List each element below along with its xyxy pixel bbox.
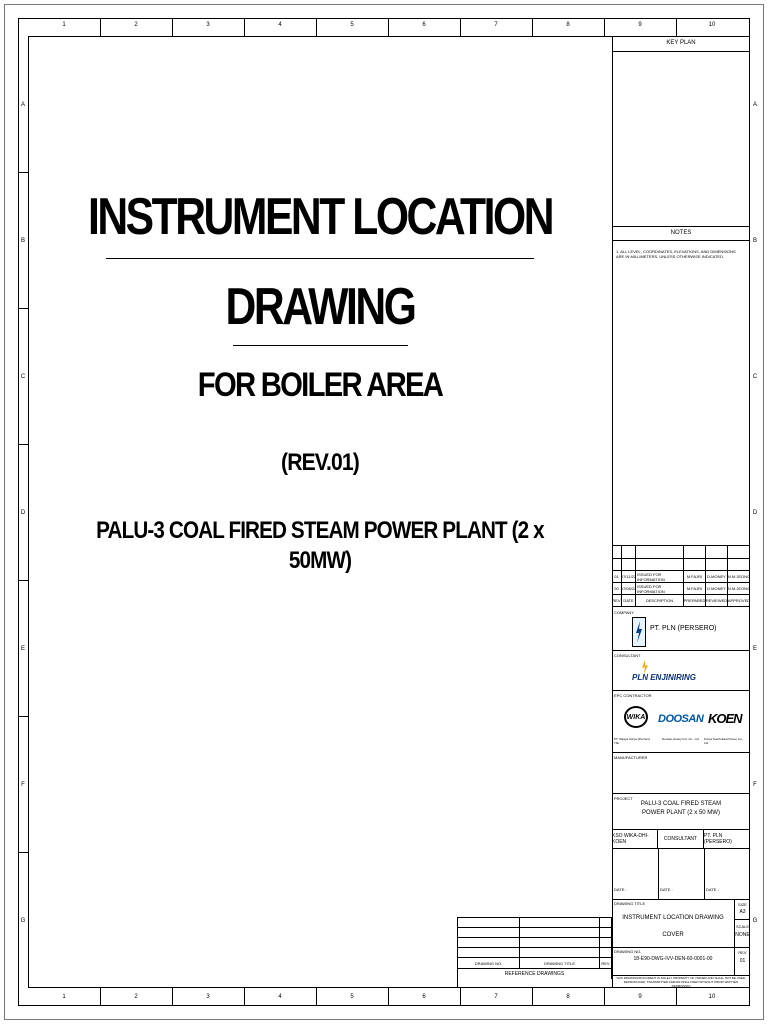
- grid-col-label: 1: [62, 22, 66, 28]
- rev-desc: ISSUED FOR INFORMATION: [636, 583, 684, 594]
- drawing-title-line-2: COVER: [662, 932, 684, 938]
- date-label: DATE :: [614, 887, 627, 892]
- grid-tick: [18, 308, 28, 309]
- grid-col-label: 5: [350, 22, 354, 28]
- grid-col-label: 10: [708, 994, 716, 1000]
- rev-label: REV: [738, 950, 747, 955]
- rev-cell: [636, 545, 684, 558]
- grid-tick: [532, 18, 533, 36]
- grid-col-label: 5: [350, 994, 354, 1000]
- rev-cell: [728, 559, 750, 570]
- reference-drawings-table: [457, 917, 612, 988]
- ref-cell: [600, 918, 612, 927]
- title-line-1: INSTRUMENT LOCATION: [87, 188, 553, 246]
- size-label: SIZE: [738, 902, 747, 907]
- grid-tick: [460, 988, 461, 1006]
- rev-prepared: M.FAJRI: [684, 583, 706, 594]
- koen-logo: KOEN: [708, 711, 742, 726]
- grid-row-label: A: [20, 102, 25, 108]
- grid-row-label: F: [21, 782, 25, 788]
- grid-col-label: 10: [708, 22, 716, 28]
- rev-cell: [728, 545, 750, 558]
- grid-tick: [388, 988, 389, 1006]
- rev-cell: [684, 559, 706, 570]
- grid-row-label: G: [20, 918, 26, 924]
- grid-tick: [460, 18, 461, 36]
- ref-header-row: [458, 958, 612, 969]
- subtitle: FOR BOILER AREA: [197, 366, 443, 404]
- rev-value: 01: [739, 958, 746, 964]
- grid-col-label: 2: [134, 994, 138, 1000]
- rev-header: DESCRIPTION: [636, 595, 684, 606]
- project-name: PALU-3 COAL FIRED STEAM POWER PLANT (2 x 50MW): [96, 517, 544, 574]
- lightning-icon: [633, 618, 645, 646]
- rev-header: APPROVED: [727, 598, 751, 603]
- ref-cell: [600, 938, 612, 947]
- divider: [658, 849, 659, 899]
- grid-col-label: 4: [278, 22, 282, 28]
- ref-cell: [458, 928, 520, 937]
- grid-col-label: 9: [638, 22, 642, 28]
- approval-party: PT. PLN (PERSERO): [704, 832, 732, 845]
- grid-row-label: E: [752, 646, 757, 652]
- divider: [704, 849, 705, 899]
- ref-cell: [600, 948, 612, 957]
- scale-value: NONE: [735, 932, 750, 938]
- grid-col-label: 3: [206, 994, 210, 1000]
- rev-row: [612, 583, 750, 595]
- drawing-title-label: DRAWING TITLE: [614, 901, 646, 906]
- rev-cell: [636, 559, 684, 570]
- grid-tick: [18, 444, 28, 445]
- grid-tick: [604, 18, 605, 36]
- rev-cell: [684, 545, 706, 558]
- rev-cell: [706, 545, 728, 558]
- rev-header: REVIEWED: [706, 595, 728, 606]
- pln-enjiniring-logo-icon: [640, 660, 650, 674]
- drawing-no-value: 18-E90-DWG-IVV-DEN-60-0001-00: [633, 956, 713, 962]
- epc-name: Doosan Heavy Ind. Co., Ltd: [662, 737, 699, 741]
- grid-tick: [316, 18, 317, 36]
- rev-header: PREPARED: [684, 595, 706, 606]
- ref-row: [458, 938, 612, 948]
- rev-cell: [622, 545, 636, 558]
- consultant-logo: PLN ENJINIRING: [632, 673, 697, 682]
- grid-row-label: B: [20, 238, 25, 244]
- grid-tick: [18, 716, 28, 717]
- drawing-title-line-1: INSTRUMENT LOCATION DRAWING: [622, 915, 724, 921]
- grid-col-label: 8: [566, 22, 570, 28]
- date-label: DATE :: [706, 887, 719, 892]
- rev-empty-row: [612, 545, 750, 559]
- grid-row-label: C: [752, 374, 758, 380]
- grid-col-label: 6: [422, 22, 426, 28]
- doosan-logo: DOOSAN: [658, 713, 704, 725]
- title-underline-1: [106, 258, 534, 259]
- project-line-1: PALU-3 COAL FIRED STEAM: [640, 801, 722, 807]
- rev-header-row: [612, 595, 750, 607]
- title-line-2: DRAWING: [225, 278, 415, 336]
- rev-row: [612, 571, 750, 583]
- epc-name: PT. Wijaya Karya (Persero) Tbk: [614, 737, 651, 745]
- ref-cell: [600, 928, 612, 937]
- rev-header: REV: [612, 595, 622, 606]
- manufacturer-label: MANUFACTURER: [614, 755, 648, 760]
- rev-approved: N.M.JEONG: [727, 574, 751, 579]
- pln-logo-icon: [632, 617, 646, 647]
- ref-header: REV: [600, 958, 612, 968]
- divider: [612, 240, 750, 241]
- rev-cell: [612, 545, 622, 558]
- grid-col-label: 8: [566, 994, 570, 1000]
- date-label: DATE :: [660, 887, 673, 892]
- epc-name: Korea South-East Power Co., Ltd: [704, 737, 744, 745]
- rev-cell: [612, 559, 622, 570]
- grid-row-label: F: [753, 782, 757, 788]
- grid-tick: [676, 18, 677, 36]
- ref-cell: [520, 948, 600, 957]
- ref-row: [458, 928, 612, 938]
- ref-row: [458, 948, 612, 958]
- grid-tick: [532, 988, 533, 1006]
- rev-cell: [706, 559, 728, 570]
- flame-icon: [640, 660, 650, 674]
- wika-logo: WIKA: [624, 706, 648, 728]
- approvals-row: [612, 829, 750, 849]
- ref-cell: [520, 918, 600, 927]
- rev-reviewed: D.MONEY: [706, 571, 728, 582]
- ref-cell: [458, 918, 520, 927]
- rev-header: DATE: [622, 595, 636, 606]
- divider: [612, 226, 750, 227]
- divider: [612, 899, 750, 900]
- grid-col-label: 1: [62, 994, 66, 1000]
- grid-tick: [100, 988, 101, 1006]
- grid-row-label: G: [752, 918, 758, 924]
- grid-col-label: 6: [422, 994, 426, 1000]
- project-line-2: POWER PLANT (2 x 50 MW): [642, 810, 720, 816]
- grid-tick: [18, 172, 28, 173]
- grid-tick: [388, 18, 389, 36]
- divider: [734, 919, 750, 920]
- consultant-label: CONSULTANT: [614, 653, 641, 658]
- grid-row-label: A: [752, 102, 757, 108]
- company-name: PT. PLN (PERSERO): [650, 625, 717, 632]
- grid-row-label: D: [752, 510, 758, 516]
- grid-tick: [18, 580, 28, 581]
- approval-party: CONSULTANT: [658, 829, 704, 848]
- rev-date: 07/11/22: [622, 571, 636, 582]
- title-underline-2: [233, 345, 408, 346]
- ref-cell: [458, 938, 520, 947]
- grid-tick: [676, 988, 677, 1006]
- ref-header: DRAWING NO.: [458, 958, 520, 968]
- divider: [612, 793, 750, 794]
- size-value: A3: [739, 909, 746, 915]
- epc-label: EPC CONTRACTOR: [614, 693, 652, 698]
- rev-date: 07/08/22: [622, 583, 636, 594]
- rev-no: 00: [612, 583, 622, 594]
- grid-tick: [18, 852, 28, 853]
- grid-col-label: 4: [278, 994, 282, 1000]
- rev-reviewed: D.MONEY: [706, 583, 728, 594]
- grid-col-label: 9: [638, 994, 642, 1000]
- ref-cell: [458, 948, 520, 957]
- key-plan-label: KEY PLAN: [666, 40, 696, 46]
- grid-tick: [604, 988, 605, 1006]
- divider: [612, 947, 750, 948]
- divider: [612, 51, 750, 52]
- divider: [612, 690, 750, 691]
- grid-row-label: B: [752, 238, 757, 244]
- notes-header: NOTES: [670, 230, 692, 236]
- ref-header: DRAWING TITLE: [520, 958, 600, 968]
- rev-empty-row: [612, 559, 750, 571]
- rev-no: 01: [612, 571, 622, 582]
- divider: [612, 752, 750, 753]
- divider: [612, 650, 750, 651]
- ref-cell: [520, 928, 600, 937]
- grid-tick: [172, 18, 173, 36]
- revision-label: (REV.01): [281, 449, 359, 476]
- grid-tick: [244, 18, 245, 36]
- grid-row-label: C: [20, 374, 26, 380]
- project-label: PROJECT: [614, 796, 633, 801]
- grid-tick: [100, 18, 101, 36]
- rev-desc: ISSUED FOR INFORMATION: [636, 571, 684, 582]
- scale-label: SCALE: [735, 924, 750, 929]
- grid-tick: [172, 988, 173, 1006]
- grid-col-label: 2: [134, 22, 138, 28]
- disclaimer: THIS DRAWING/DOCUMENT IS SOLELY PROPERTY OF OWNER AND SHALL NOT BE USED, REPRODUCED, TRANSMITTED AND/OR DISCLOSED WITHOUT PRIOR WRITTEN PERMISSION: [616, 976, 746, 988]
- rev-prepared: M.FAJRI: [684, 571, 706, 582]
- grid-col-label: 7: [494, 994, 498, 1000]
- approval-party: KSO WIKA-DHI-KOEN: [612, 829, 658, 848]
- grid-col-label: 3: [206, 22, 210, 28]
- grid-row-label: E: [20, 646, 25, 652]
- notes-text: 1. ALL LEVEL, COORDINATES, ELEVATIONS, AND DIMENSIONS ARE IN MILLIMETERS, UNLESS OTHERWISE INDICATED.: [616, 249, 736, 259]
- ref-cell: [520, 938, 600, 947]
- grid-col-label: 7: [494, 22, 498, 28]
- grid-row-label: D: [20, 510, 26, 516]
- rev-approved: N.M.JEONG: [727, 586, 751, 591]
- drawing-no-label: DRAWING NO.: [614, 949, 642, 954]
- ref-row: [458, 918, 612, 928]
- rev-cell: [622, 559, 636, 570]
- company-label: COMPANY: [614, 610, 634, 615]
- grid-tick: [316, 988, 317, 1006]
- reference-drawings-label: REFERENCE DRAWINGS: [458, 969, 612, 979]
- grid-tick: [244, 988, 245, 1006]
